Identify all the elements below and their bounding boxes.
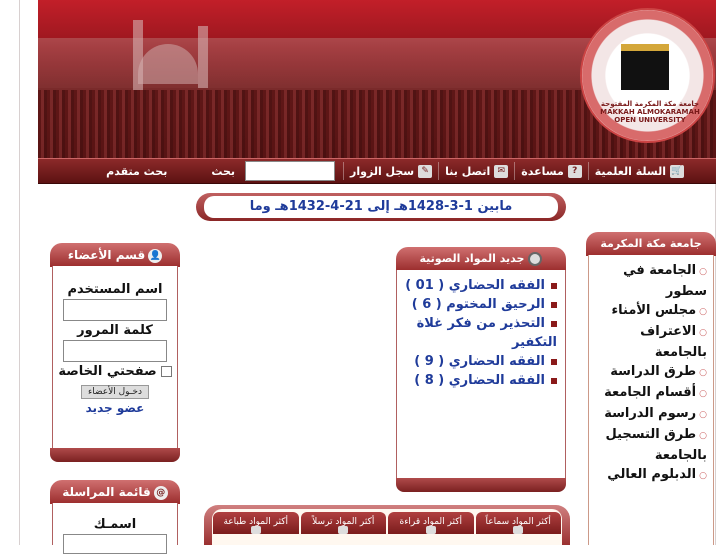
nav-cart-label: السلة العلمية [594, 164, 666, 178]
popular-tabs-box [204, 505, 570, 545]
bullet-icon [551, 321, 557, 327]
bullet-icon: ○ [699, 267, 707, 277]
password-label: كلمة المرور [77, 323, 153, 338]
bullet-icon: ○ [699, 307, 707, 317]
advanced-search-link[interactable]: بحث متقدم [106, 164, 168, 178]
tab-most-printed[interactable] [213, 512, 299, 534]
members-icon: 👤 [149, 250, 161, 261]
audio-item[interactable] [403, 314, 557, 352]
mail-icon [338, 526, 348, 534]
bullet-icon: ○ [699, 410, 707, 420]
right-menu-title-text: جامعة مكة المكرمة [600, 237, 702, 250]
left-margin [0, 0, 20, 545]
audio-box-title-text: جديد المواد الصوتية [419, 252, 525, 265]
menu-item-board[interactable] [589, 301, 709, 322]
nav-contact[interactable] [438, 162, 514, 180]
mail-box-title-text: قائمة المراسلة [62, 485, 151, 499]
mail-name-label: اسمـك [93, 517, 137, 532]
guestbook-icon: ✎ [418, 165, 432, 178]
right-margin [715, 0, 727, 545]
menu-item-label: الجامعة في سطور [623, 263, 707, 299]
menu-item-label: أقسام الجامعة [604, 385, 697, 400]
menu-item-label: رسوم الدراسة [604, 406, 697, 421]
members-box-footer [50, 448, 180, 462]
audio-item-label: الفقه الحضاري ( 9 ) [414, 354, 545, 369]
menu-item-label: مجلس الأمناء [611, 303, 697, 318]
bullet-icon: ○ [699, 431, 707, 441]
logo-arabic-text: جامعة مكة المكرمة المفتوحة [600, 100, 700, 108]
menu-item-label: الدبلوم العالي [607, 467, 697, 482]
search-input[interactable] [245, 161, 335, 181]
my-page-checkbox[interactable] [161, 366, 172, 377]
date-ribbon-text: مابين 1-3-1428هـ إلى 21-4-1432هـ وما [204, 196, 558, 218]
tab-most-sent[interactable] [301, 512, 387, 534]
nav-contact-label: اتصل بنا [445, 164, 491, 178]
password-field[interactable] [63, 340, 167, 362]
members-box-title [50, 243, 180, 267]
right-menu [588, 255, 714, 545]
tab-label: أكثر المواد طباعة [223, 517, 289, 527]
nav-cart[interactable] [588, 162, 690, 180]
at-icon: @ [154, 486, 168, 500]
right-menu-title [586, 232, 716, 256]
username-label: اسم المستخدم [67, 282, 163, 297]
menu-item-departments[interactable] [589, 383, 709, 404]
mail-box [52, 503, 178, 545]
menu-item-label: طرق الدراسة [610, 364, 697, 379]
tab-label: أكثر المواد سماعاً [485, 517, 551, 527]
menu-item-label: طرق التسجيل بالجامعة [605, 427, 707, 463]
bullet-icon [551, 359, 557, 365]
menu-item-study-methods[interactable] [589, 362, 709, 383]
tab-most-listened[interactable] [476, 512, 562, 534]
username-field[interactable] [63, 299, 167, 321]
menu-item-label: الاعتراف بالجامعة [640, 324, 707, 360]
popular-tabs [212, 509, 562, 545]
audio-box-title [396, 247, 566, 271]
nav-help-label: مساعدة [521, 164, 564, 178]
disc-icon [528, 252, 542, 266]
cart-icon: 🛒 [671, 165, 683, 176]
login-button[interactable]: دخـول الأعضاء [81, 385, 149, 399]
new-member-link[interactable]: عضو جديد [85, 401, 145, 415]
audio-item[interactable] [403, 352, 557, 371]
menu-item-about[interactable] [589, 261, 709, 301]
nav-guestbook-label: سجل الزوار [350, 164, 415, 178]
members-box-title-text: قسم الأعضاء [67, 248, 146, 262]
mail-name-field[interactable] [63, 534, 167, 554]
bullet-icon: ○ [699, 368, 707, 378]
menu-item-accreditation[interactable] [589, 322, 709, 362]
audio-item-label: التحذير من فكر غلاة التكفير [416, 316, 557, 350]
minaret-image [198, 26, 208, 88]
logo-english-text: MAKKAH ALMOKARAMAH OPEN UNIVERSITY [600, 108, 700, 124]
nav-help[interactable] [514, 162, 588, 180]
date-ribbon [196, 193, 566, 221]
menu-item-registration[interactable] [589, 425, 709, 465]
menu-item-diploma[interactable] [589, 465, 709, 486]
contact-icon: ✉ [494, 165, 508, 178]
tab-label: أكثر المواد ترسلاً [312, 517, 375, 527]
audio-item[interactable] [403, 295, 557, 314]
help-icon: ? [568, 165, 582, 178]
nav-guestbook[interactable] [343, 162, 438, 180]
audio-box-footer [396, 478, 566, 492]
audio-box [396, 270, 566, 480]
top-navbar [38, 158, 716, 184]
my-page-label: صفحتي الخاصة [58, 364, 157, 379]
bullet-icon [551, 283, 557, 289]
headphones-icon [513, 526, 523, 534]
members-box [52, 266, 178, 452]
book-icon [426, 526, 436, 534]
audio-item-label: الفقه الحضاري ( 01 ) [405, 278, 545, 293]
tab-label: أكثر المواد قراءة [399, 517, 462, 527]
printer-icon [251, 526, 261, 534]
audio-item[interactable] [403, 276, 557, 295]
kaaba-icon [621, 44, 669, 90]
bullet-icon: ○ [699, 471, 707, 481]
menu-item-fees[interactable] [589, 404, 709, 425]
minaret-image [133, 20, 143, 90]
audio-item[interactable] [403, 371, 557, 390]
search-button[interactable]: بحث [211, 164, 236, 178]
audio-item-label: الرحيق المختوم ( 6 ) [411, 297, 545, 312]
tab-most-read[interactable] [388, 512, 474, 534]
bullet-icon [551, 378, 557, 384]
logo-caption [590, 100, 710, 124]
audio-item-label: الفقه الحضاري ( 8 ) [414, 373, 545, 388]
bullet-icon: ○ [699, 389, 707, 399]
mail-box-title [50, 480, 180, 504]
bullet-icon [551, 302, 557, 308]
bullet-icon: ○ [699, 328, 707, 338]
my-page-row [53, 364, 177, 379]
